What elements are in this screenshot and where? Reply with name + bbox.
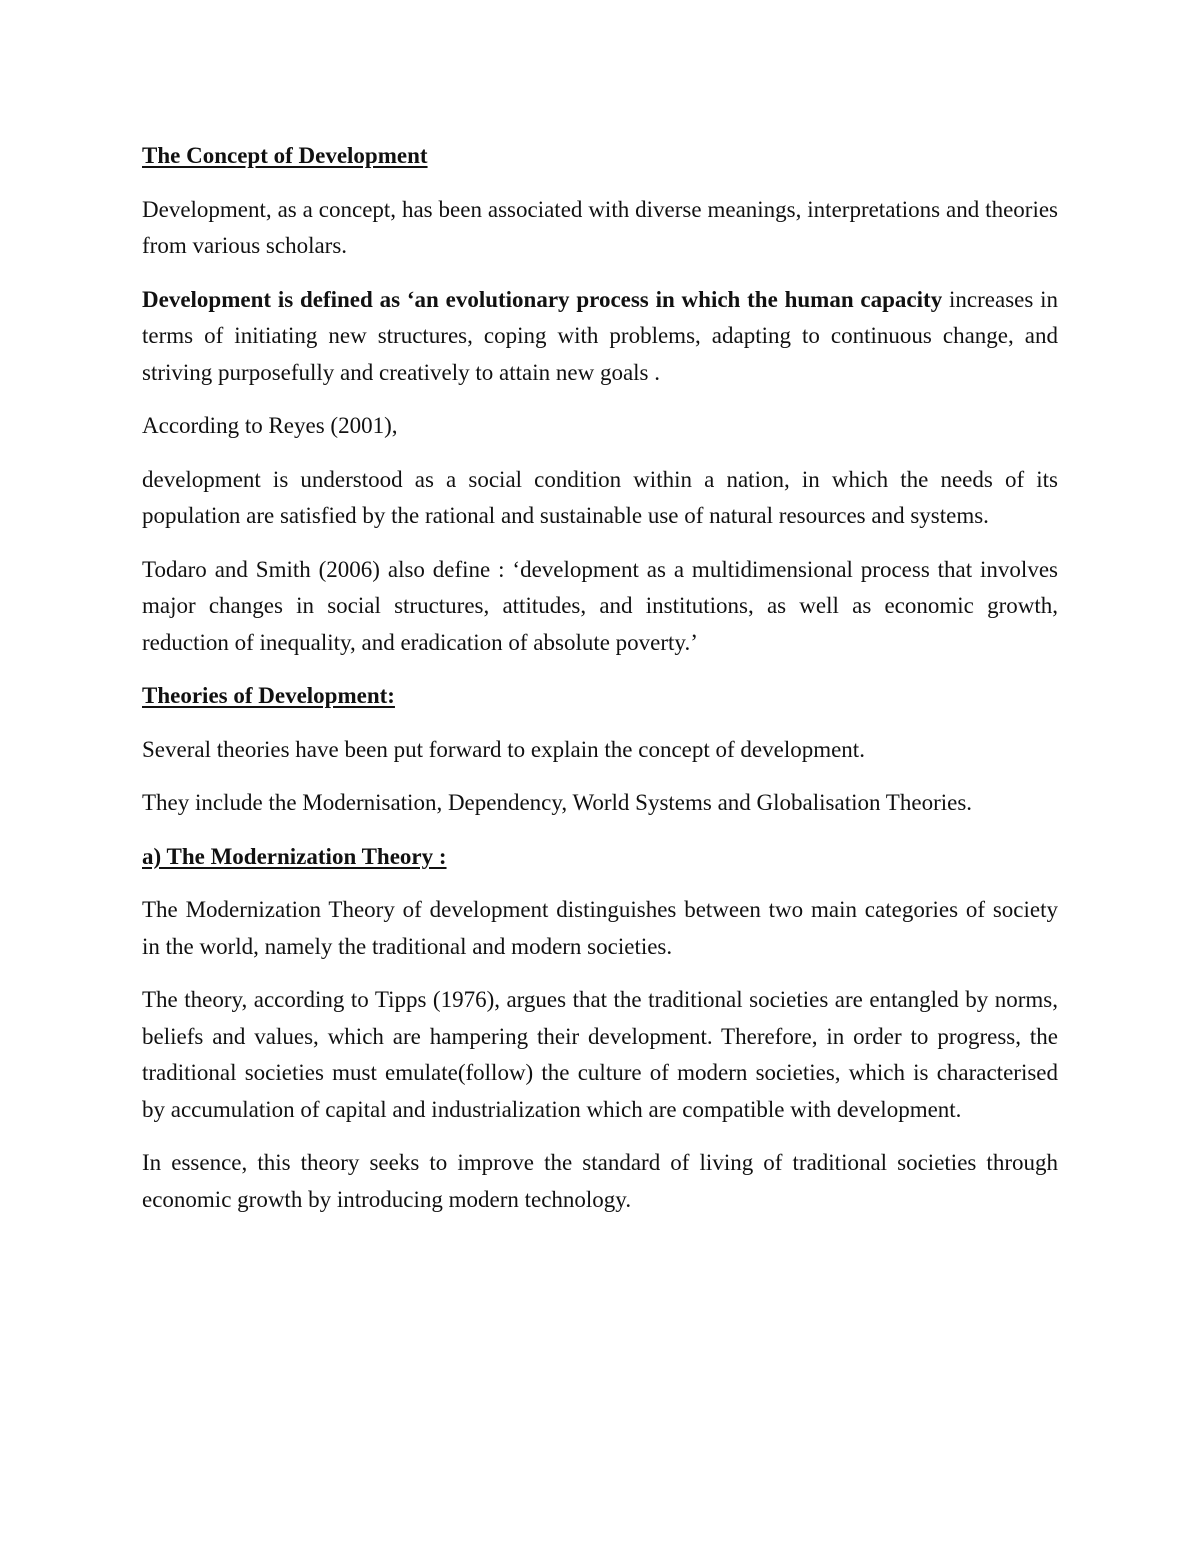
paragraph-todaro-smith: Todaro and Smith (2006) also define : ‘development as a multidimensional process that involves major changes in social structures, attitudes, and institutions, as well as economic growth, reduction of inequality, and eradication of absolute poverty.’ xyxy=(142,556,1058,655)
paragraph-tipps-argument: The theory, according to Tipps (1976), argues that the traditional societies are entangled by norms, beliefs and values, which are hampering their development. Therefore, in order to progress, the traditional societies must emulate(follow) the culture of modern societies, which is characterised by accumulation of capital and industrialization which are compatible with development. xyxy=(142,987,1058,1122)
paragraph-development-definition xyxy=(142,282,1058,392)
paragraph-development-meanings: Development, as a concept, has been associated with diverse meanings, interpretations and theories from various scholars. xyxy=(142,196,1058,258)
paragraph-reyes-definition: development is understood as a social condition within a nation, in which the needs of its population are satisfied by the rational and sustainable use of natural resources and systems. xyxy=(142,466,1058,528)
paragraph-reyes-citation: According to Reyes (2001), xyxy=(142,413,398,438)
several-theories-text: Several theories have been put forward to explain the concept of development. xyxy=(142,736,865,762)
paragraph-modernization-categories: The Modernization Theory of development distinguishes between two main categories of society in the world, namely the traditional and modern societies. xyxy=(142,897,1058,959)
document-page xyxy=(142,138,1058,1235)
paragraph-several-theories xyxy=(142,732,1058,769)
paragraph-in-essence: In essence, this theory seeks to improve the standard of living of traditional societies through economic growth by introducing modern technology. xyxy=(142,1150,1058,1212)
heading-modernization-theory: a) The Modernization Theory : xyxy=(142,843,447,869)
heading-concept-of-development: The Concept of Development xyxy=(142,143,428,168)
definition-rest: increases in terms of initiating new structures, coping with problems, adapting to continuous change, and striving purposefully and creatively to attain new goals . xyxy=(142,286,1058,385)
definition-bold-lead: Development is defined as ‘an evolutionary process in which the human capacity xyxy=(142,286,943,312)
heading-theories-of-development: Theories of Development: xyxy=(142,683,395,708)
paragraph-theories-list: They include the Modernisation, Dependency, World Systems and Globalisation Theories. xyxy=(142,790,973,815)
